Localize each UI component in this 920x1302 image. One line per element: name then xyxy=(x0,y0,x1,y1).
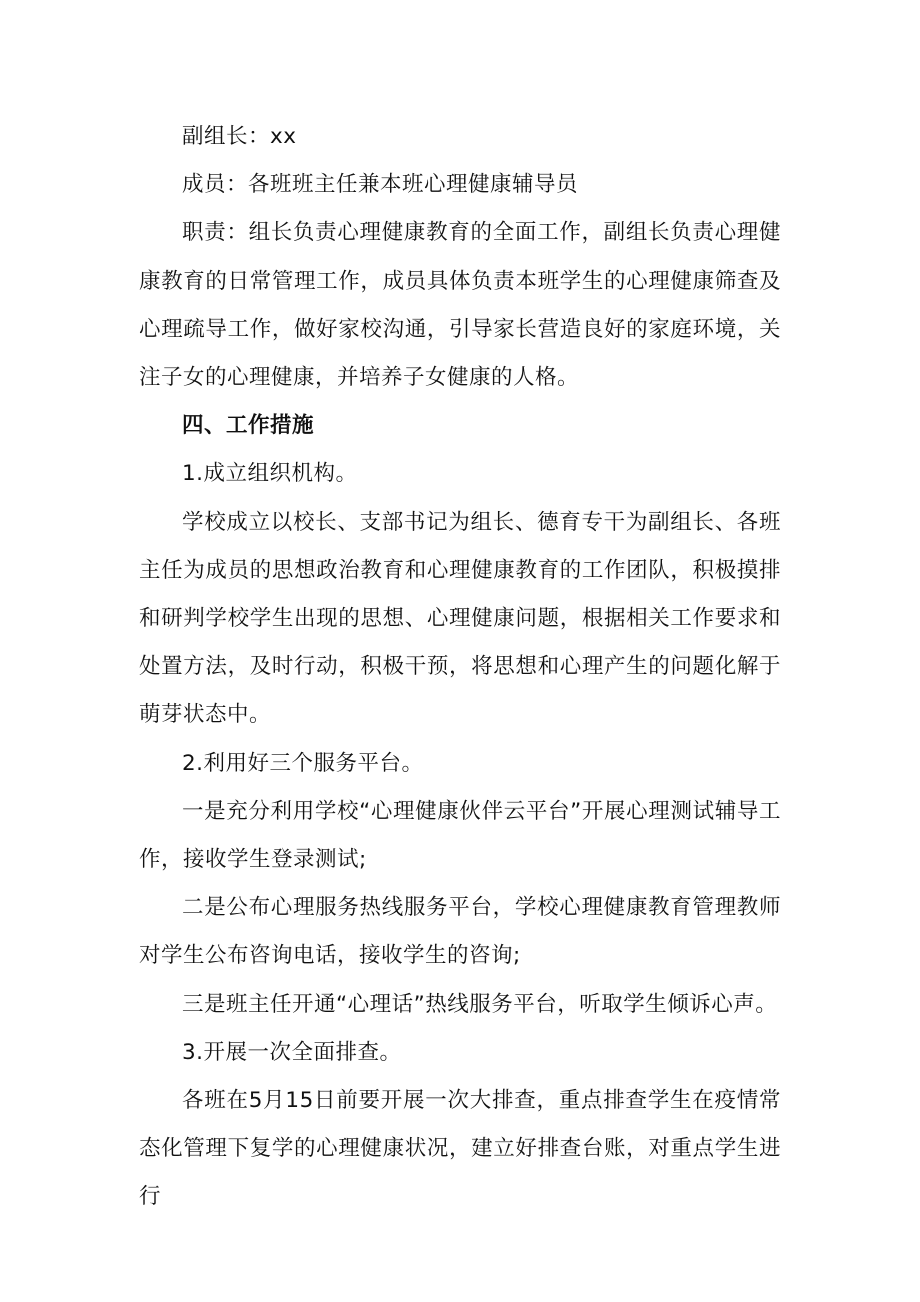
paragraph-duties: 职责：组长负责心理健康教育的全面工作，副组长负责心理健康教育的日常管理工作，成员具体负责本班学生的心理健康筛查及心理疏导工作，做好家校沟通，引导家长营造良好的家庭环境，关注子女的心理健康，并培养子女健康的人格。 xyxy=(139,220,781,391)
paragraph-screening-detail: 各班在5月15日前要开展一次大排查，重点排查学生在疫情常态化管理下复学的心理健康状况，建立好排查台账，对重点学生进行 xyxy=(139,1088,781,1210)
paragraph-platform-three: 三是班主任开通“心理话”热线服务平台，听取学生倾诉心声。 xyxy=(182,991,778,1017)
section-heading-work-measures: 四、工作措施 xyxy=(182,413,315,439)
subheading-full-screening: 3.开展一次全面排查。 xyxy=(182,1039,402,1065)
paragraph-platform-two: 二是公布心理服务热线服务平台，学校心理健康教育管理教师对学生公布咨询电话，接收学生的咨询; xyxy=(139,895,781,969)
paragraph-organization-detail: 学校成立以校长、支部书记为组长、德育专干为副组长、各班主任为成员的思想政治教育和心理健康教育的工作团队，积极摸排和研判学校学生出现的思想、心理健康问题，根据相关工作要求和处置方法，及时行动，积极干预，将思想和心理产生的问题化解于萌芽状态中。 xyxy=(139,509,781,728)
paragraph-platform-one: 一是充分利用学校“心理健康伙伴云平台”开展心理测试辅导工作，接收学生登录测试; xyxy=(139,798,781,873)
document-body xyxy=(139,113,781,1222)
paragraph-deputy-leader: 副组长：xx xyxy=(182,124,297,149)
subheading-establish-organization: 1.成立组织机构。 xyxy=(182,461,358,487)
subheading-service-platforms: 2.利用好三个服务平台。 xyxy=(182,750,424,776)
paragraph-members: 成员：各班班主任兼本班心理健康辅导员 xyxy=(182,172,579,198)
